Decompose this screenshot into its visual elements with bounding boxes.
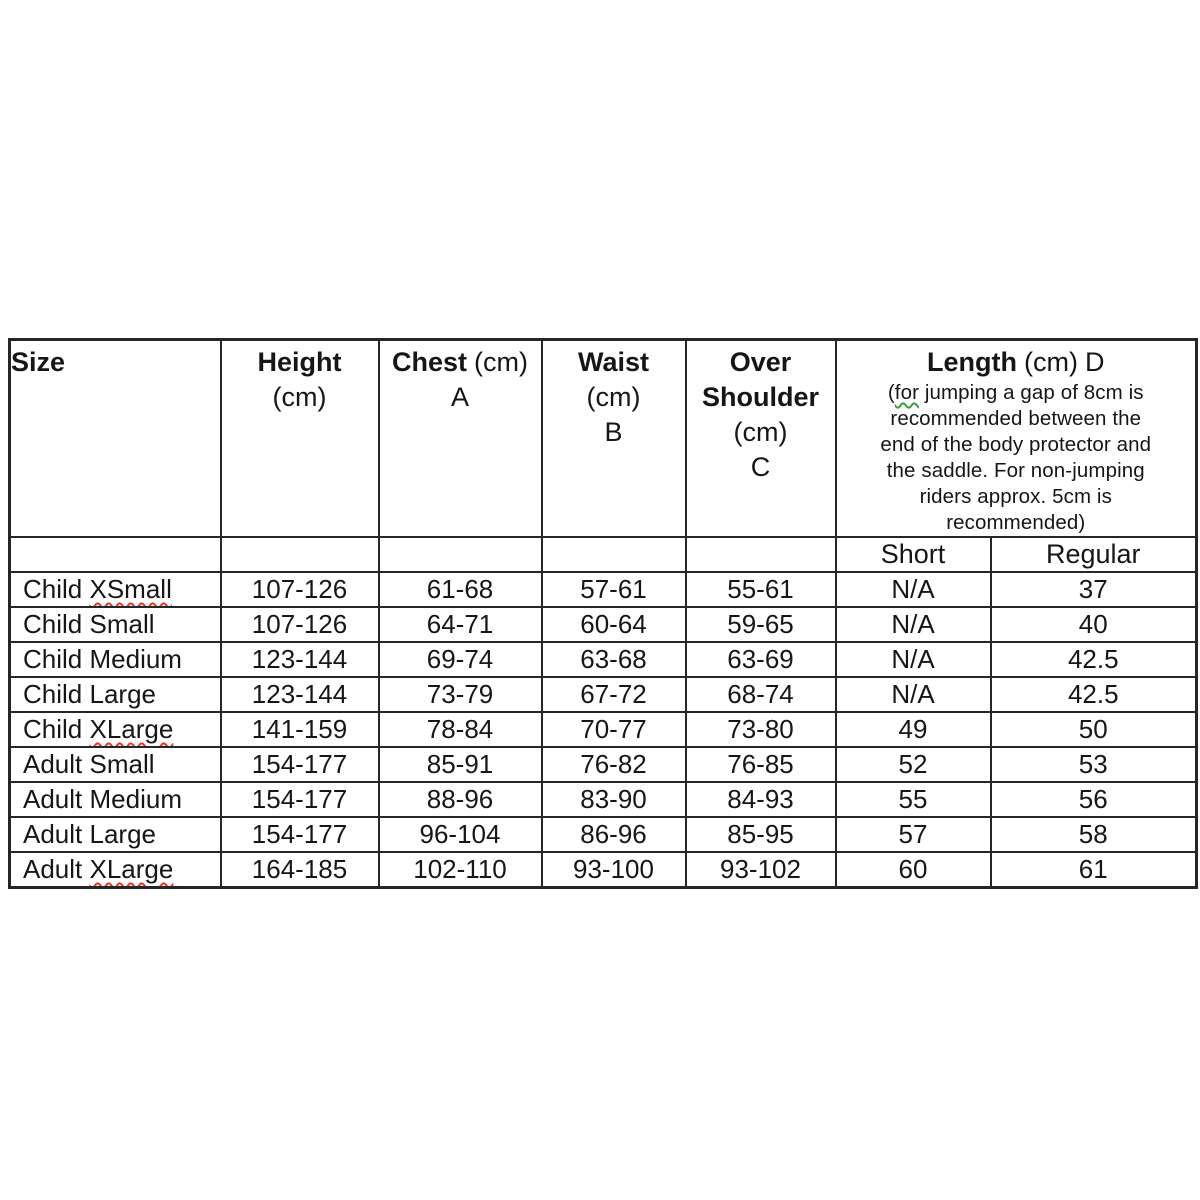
subheader-row [10, 537, 1197, 572]
size-word-flagged: XLarge [89, 714, 174, 744]
shoulder-header-letter: C [750, 452, 771, 482]
height-cell: 141-159 [221, 712, 379, 747]
height-header-label: Height [257, 347, 342, 377]
shoulder-cell: 59-65 [686, 607, 836, 642]
size-prefix: Child [23, 609, 90, 639]
size-prefix: Child [23, 644, 90, 674]
chest-cell: 102-110 [379, 852, 542, 888]
height-cell: 107-126 [221, 572, 379, 607]
size-word: Medium [89, 644, 182, 674]
table-row-child-small [10, 607, 1197, 642]
length-note-line1-rest: jumping a gap of 8cm is [919, 381, 1144, 404]
chest-cell: 69-74 [379, 642, 542, 677]
size-cell [10, 782, 221, 817]
waist-header-unit: (cm) [586, 382, 641, 412]
size-prefix: Adult [23, 819, 90, 849]
length-note-line6: recommended) [946, 511, 1086, 534]
length-regular-cell: 37 [991, 572, 1197, 607]
table-row-child-xlarge [10, 712, 1197, 747]
empty-cell [542, 537, 686, 572]
length-regular-cell: 53 [991, 747, 1197, 782]
shoulder-cell: 85-95 [686, 817, 836, 852]
length-note-line5: riders approx. 5cm is [919, 485, 1112, 508]
height-cell: 123-144 [221, 677, 379, 712]
subheader-regular: Regular [991, 537, 1197, 572]
table-row-child-large [10, 677, 1197, 712]
col-header-over-shoulder [686, 340, 836, 538]
length-short-cell: N/A [836, 677, 991, 712]
empty-cell [379, 537, 542, 572]
height-cell: 154-177 [221, 782, 379, 817]
col-header-height [221, 340, 379, 538]
length-regular-cell: 61 [991, 852, 1197, 888]
height-cell: 164-185 [221, 852, 379, 888]
waist-cell: 57-61 [542, 572, 686, 607]
empty-cell [221, 537, 379, 572]
size-cell [10, 642, 221, 677]
table-row-adult-small [10, 747, 1197, 782]
size-prefix: Adult [23, 749, 90, 779]
size-cell [10, 747, 221, 782]
size-word-flagged: XSmall [89, 574, 172, 604]
shoulder-cell: 84-93 [686, 782, 836, 817]
shoulder-cell: 73-80 [686, 712, 836, 747]
size-prefix: Child [23, 574, 90, 604]
chest-cell: 64-71 [379, 607, 542, 642]
chest-cell: 78-84 [379, 712, 542, 747]
length-header-label: Length [927, 347, 1017, 377]
shoulder-cell: 63-69 [686, 642, 836, 677]
height-cell: 107-126 [221, 607, 379, 642]
waist-header-label: Waist [577, 347, 649, 377]
length-short-cell: 60 [836, 852, 991, 888]
chest-header-label: Chest [392, 347, 468, 377]
table-row-adult-medium [10, 782, 1197, 817]
header-row [10, 340, 1197, 538]
length-note-line2: recommended between the [890, 407, 1142, 430]
chest-header-unit: (cm) [474, 347, 528, 377]
chest-cell: 88-96 [379, 782, 542, 817]
shoulder-cell: 93-102 [686, 852, 836, 888]
col-header-chest [379, 340, 542, 538]
waist-cell: 76-82 [542, 747, 686, 782]
length-note-line3: end of the body protector and [880, 433, 1152, 456]
length-note-flagged-word: for [894, 381, 920, 404]
size-cell [10, 852, 221, 888]
waist-cell: 83-90 [542, 782, 686, 817]
shoulder-header-label-line1: Over [729, 347, 792, 377]
size-prefix: Adult [23, 854, 90, 884]
size-header-label: Size [11, 347, 66, 377]
height-cell: 123-144 [221, 642, 379, 677]
length-short-cell: N/A [836, 642, 991, 677]
length-short-cell: N/A [836, 572, 991, 607]
length-note-line1 [837, 380, 1196, 406]
size-prefix: Child [23, 679, 90, 709]
length-regular-cell: 50 [991, 712, 1197, 747]
chest-cell: 61-68 [379, 572, 542, 607]
table-row-child-xsmall [10, 572, 1197, 607]
waist-cell: 86-96 [542, 817, 686, 852]
height-cell: 154-177 [221, 817, 379, 852]
table-row-adult-large [10, 817, 1197, 852]
height-header-unit: (cm) [272, 382, 327, 412]
size-chart-container [8, 338, 1198, 889]
length-short-cell: N/A [836, 607, 991, 642]
waist-cell: 70-77 [542, 712, 686, 747]
size-prefix: Adult [23, 784, 90, 814]
length-regular-cell: 58 [991, 817, 1197, 852]
waist-header-letter: B [604, 417, 623, 447]
length-note-line4: the saddle. For non-jumping [886, 459, 1145, 482]
chest-cell: 96-104 [379, 817, 542, 852]
waist-cell: 93-100 [542, 852, 686, 888]
size-word: Medium [89, 784, 182, 814]
size-cell [10, 817, 221, 852]
size-word: Small [89, 749, 155, 779]
length-regular-cell: 40 [991, 607, 1197, 642]
length-regular-cell: 56 [991, 782, 1197, 817]
length-short-cell: 57 [836, 817, 991, 852]
size-word: Large [89, 819, 156, 849]
size-cell [10, 677, 221, 712]
size-chart-table [8, 338, 1198, 889]
col-header-waist [542, 340, 686, 538]
col-header-size [10, 340, 221, 538]
size-word: Large [89, 679, 156, 709]
size-cell [10, 712, 221, 747]
shoulder-header-label-line2: Shoulder [701, 382, 819, 412]
waist-cell: 67-72 [542, 677, 686, 712]
length-note-open-paren: ( [887, 381, 895, 404]
length-regular-cell: 42.5 [991, 642, 1197, 677]
waist-cell: 63-68 [542, 642, 686, 677]
shoulder-cell: 68-74 [686, 677, 836, 712]
chest-header-letter: A [450, 382, 469, 412]
shoulder-header-unit: (cm) [733, 417, 788, 447]
chest-cell: 85-91 [379, 747, 542, 782]
length-short-cell: 49 [836, 712, 991, 747]
shoulder-cell: 76-85 [686, 747, 836, 782]
size-prefix: Child [23, 714, 90, 744]
col-header-length [836, 340, 1197, 538]
chest-cell: 73-79 [379, 677, 542, 712]
size-cell [10, 607, 221, 642]
empty-cell [686, 537, 836, 572]
length-short-cell: 55 [836, 782, 991, 817]
size-word-flagged: XLarge [89, 854, 174, 884]
shoulder-cell: 55-61 [686, 572, 836, 607]
waist-cell: 60-64 [542, 607, 686, 642]
size-word: Small [89, 609, 155, 639]
length-short-cell: 52 [836, 747, 991, 782]
empty-cell [10, 537, 221, 572]
length-header-unit: (cm) [1024, 347, 1078, 377]
table-row-adult-xlarge [10, 852, 1197, 888]
length-header-letter: D [1084, 347, 1105, 377]
table-row-child-medium [10, 642, 1197, 677]
size-cell [10, 572, 221, 607]
subheader-short: Short [836, 537, 991, 572]
length-regular-cell: 42.5 [991, 677, 1197, 712]
height-cell: 154-177 [221, 747, 379, 782]
